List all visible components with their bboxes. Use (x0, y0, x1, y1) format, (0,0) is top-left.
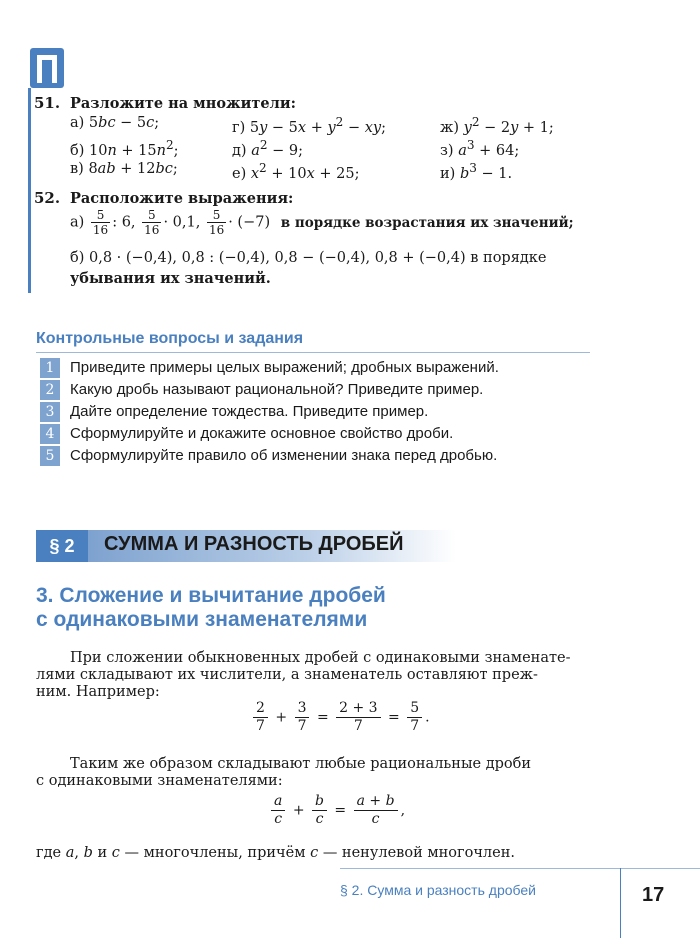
exercise-margin-line (28, 88, 31, 293)
question-text: Сформулируйте правило об изменении знака перед дробью. (70, 447, 498, 464)
exercise-52-part-b: б) 0,8 · (−0,4), 0,8 : (−0,4), 0,8 − (−0,4), 0,8 + (−0,4) в порядке (70, 250, 547, 266)
exercise-51-item: б) $10n + 15n^2$; (70, 138, 179, 159)
subsection-title-line1: 3. Сложение и вычитание дробей (36, 584, 386, 607)
question-number: 5 (40, 446, 60, 466)
control-questions-divider (36, 352, 590, 353)
question-text: Какую дробь называют рациональной? Приведите пример. (70, 381, 484, 398)
question-number: 1 (40, 358, 60, 378)
exercise-51-item: г) $5y - 5x + y^2$ − xy; (232, 115, 386, 136)
formula-example: $\frac{2}{7}$ + $\frac{3}{7}$ = $\frac{2 + 3}{7}$ = $\frac{5}{7}$ . (250, 700, 430, 735)
exercise-51-item: з) $a^3 + 64$; (440, 138, 520, 159)
exercise-52-title: Расположите выражения: (70, 190, 294, 207)
exercise-51-item: в) 8ab + 12bc; (70, 161, 178, 177)
section-number: § 2 (36, 530, 88, 562)
exercise-51-item: е) $x^2 + 10x + 25$; (232, 161, 360, 182)
exercise-51-number: 51. (34, 94, 61, 112)
question-text: Дайте определение тождества. Приведите пример. (70, 403, 429, 420)
exercise-52-part-a: а) $\frac{5}{16}$ : 6, $\frac{5}{16}$ · 0,1, $\frac{5}{16}$ · (−7) в порядке возрастания их значений; (70, 208, 574, 237)
question-text: Сформулируйте и докажите основное свойство дроби. (70, 425, 454, 442)
paragraph-line: Таким же образом складывают любые рациональные дроби (70, 756, 532, 772)
paragraph-line: лями складывают их числители, а знаменатель оставляют преж- (36, 667, 538, 683)
section-title: СУММА И РАЗНОСТЬ ДРОБЕЙ (104, 533, 404, 555)
formula-general: $\frac{a}{c}$ + $\frac{b}{c}$ = $\frac{a + b}{c}$ , (268, 793, 405, 828)
exercise-51-item: д) $a^2 - 9$; (232, 138, 304, 159)
subsection-title-line2: с одинаковыми знаменателями (36, 608, 368, 631)
exercise-51-item: и) $b^3 - 1$. (440, 161, 513, 182)
page-number: 17 (642, 884, 665, 906)
exercise-51-item: ж) $y^2 - 2y + 1$; (440, 115, 554, 136)
paragraph-line: При сложении обыкновенных дробей с одинаковыми знаменате- (70, 650, 571, 666)
question-number: 4 (40, 424, 60, 444)
exercise-51-title: Разложите на множители: (70, 95, 296, 112)
question-text: Приведите примеры целых выражений; дробных выражений. (70, 359, 499, 376)
paragraph-line: ним. Например: (36, 684, 160, 700)
running-title: § 2. Сумма и разность дробей (340, 882, 536, 898)
exercise-51-item: а) 5bc − 5c; (70, 115, 160, 131)
paragraph-line: где a, b и c — многочлены, причём c — ненулевой многочлен. (36, 845, 515, 861)
question-number: 2 (40, 380, 60, 400)
practice-badge-icon (30, 48, 64, 88)
exercise-52-number: 52. (34, 189, 61, 207)
paragraph-line: с одинаковыми знаменателями: (36, 773, 283, 789)
question-number: 3 (40, 402, 60, 422)
control-questions-title: Контрольные вопросы и задания (36, 330, 304, 347)
exercise-52-part-b-line2: убывания их значений. (70, 270, 271, 287)
